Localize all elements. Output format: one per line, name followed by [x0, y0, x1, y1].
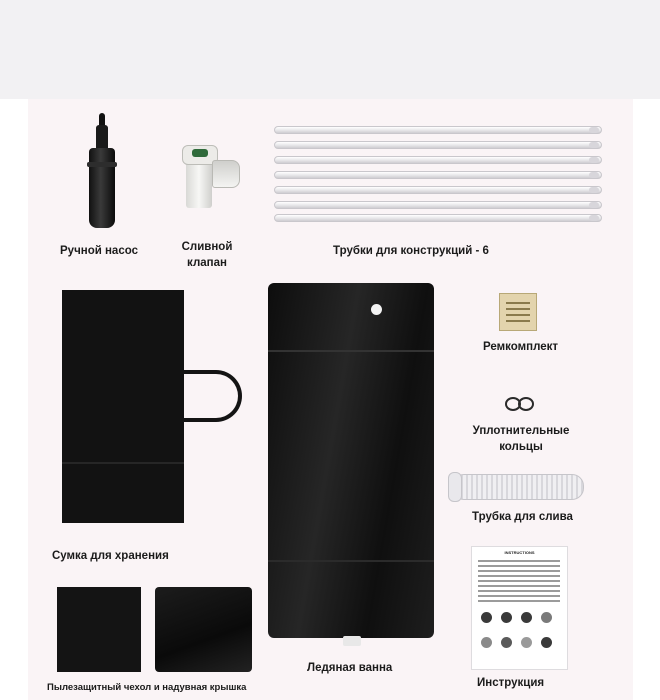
rods-label: Трубки для конструкций - 6: [333, 245, 489, 257]
instruction-text-line: [478, 570, 560, 572]
drain-valve: [186, 160, 212, 208]
rings-label: [470, 424, 572, 455]
valve-label-line1: Сливной: [181, 241, 233, 253]
instruction-sheet-title: INSTRUCTIONS: [504, 550, 535, 555]
instruction-text-line: [478, 565, 560, 567]
repair-kit-label: Ремкомплект: [483, 341, 559, 353]
instruction-text-line: [478, 590, 560, 592]
instruction-illustration: [481, 637, 492, 648]
frame-rod: [274, 171, 602, 179]
pump-label: Ручной насос: [60, 245, 138, 257]
instruction-illustration: [481, 612, 492, 623]
instruction-illustration: [521, 612, 532, 623]
frame-rod: [274, 126, 602, 134]
ice-bath-fold: [268, 560, 434, 562]
frame-rod: [274, 156, 602, 164]
ice-bath-label: Ледяная ванна: [307, 662, 393, 674]
hand-pump-ring: [87, 162, 117, 167]
frame-rod: [274, 214, 602, 222]
instructions-label: Инструкция: [477, 677, 545, 689]
sealing-ring: [518, 397, 534, 411]
instruction-text-line: [478, 595, 560, 597]
storage-bag: [62, 290, 184, 523]
storage-bag-label: Сумка для хранения: [52, 550, 169, 562]
frame-rod: [274, 201, 602, 209]
instruction-illustration: [541, 637, 552, 648]
instruction-text-line: [478, 585, 560, 587]
storage-bag-fold: [62, 462, 184, 464]
valve-label: [177, 240, 237, 271]
frame-rod: [274, 186, 602, 194]
storage-bag-strap: [180, 370, 242, 422]
drain-tube-label: Трубка для слива: [472, 511, 573, 523]
instruction-text-line: [478, 575, 560, 577]
hand-pump: [89, 148, 115, 228]
instruction-text-line: [478, 560, 560, 562]
instruction-illustration: [501, 612, 512, 623]
ice-bath-fold: [268, 350, 434, 352]
ice-bath: [268, 283, 434, 638]
instruction-illustration: [541, 612, 552, 623]
top-blank-band: [0, 0, 660, 99]
instruction-illustration: [501, 637, 512, 648]
ice-bath-plug: [371, 304, 382, 315]
instruction-illustration: [521, 637, 532, 648]
repair-kit: [499, 293, 537, 331]
drain-valve-handle: [212, 160, 240, 188]
rings-label-line2: кольцы: [499, 440, 543, 453]
rings-label-line1: Уплотнительные: [472, 425, 570, 437]
instruction-text-line: [478, 580, 560, 582]
dust-cover: [57, 587, 141, 672]
drain-valve-sticker: [192, 149, 208, 157]
instruction-text-line: [478, 600, 560, 602]
frame-rod: [274, 141, 602, 149]
drain-tube: [452, 474, 584, 500]
valve-label-line2: клапан: [187, 256, 227, 269]
dust-cover-label: Пылезащитный чехол и надувная крышка: [47, 682, 247, 693]
ice-bath-valve: [343, 636, 361, 646]
inflatable-lid: [155, 587, 252, 672]
drain-tube-end: [448, 472, 462, 502]
